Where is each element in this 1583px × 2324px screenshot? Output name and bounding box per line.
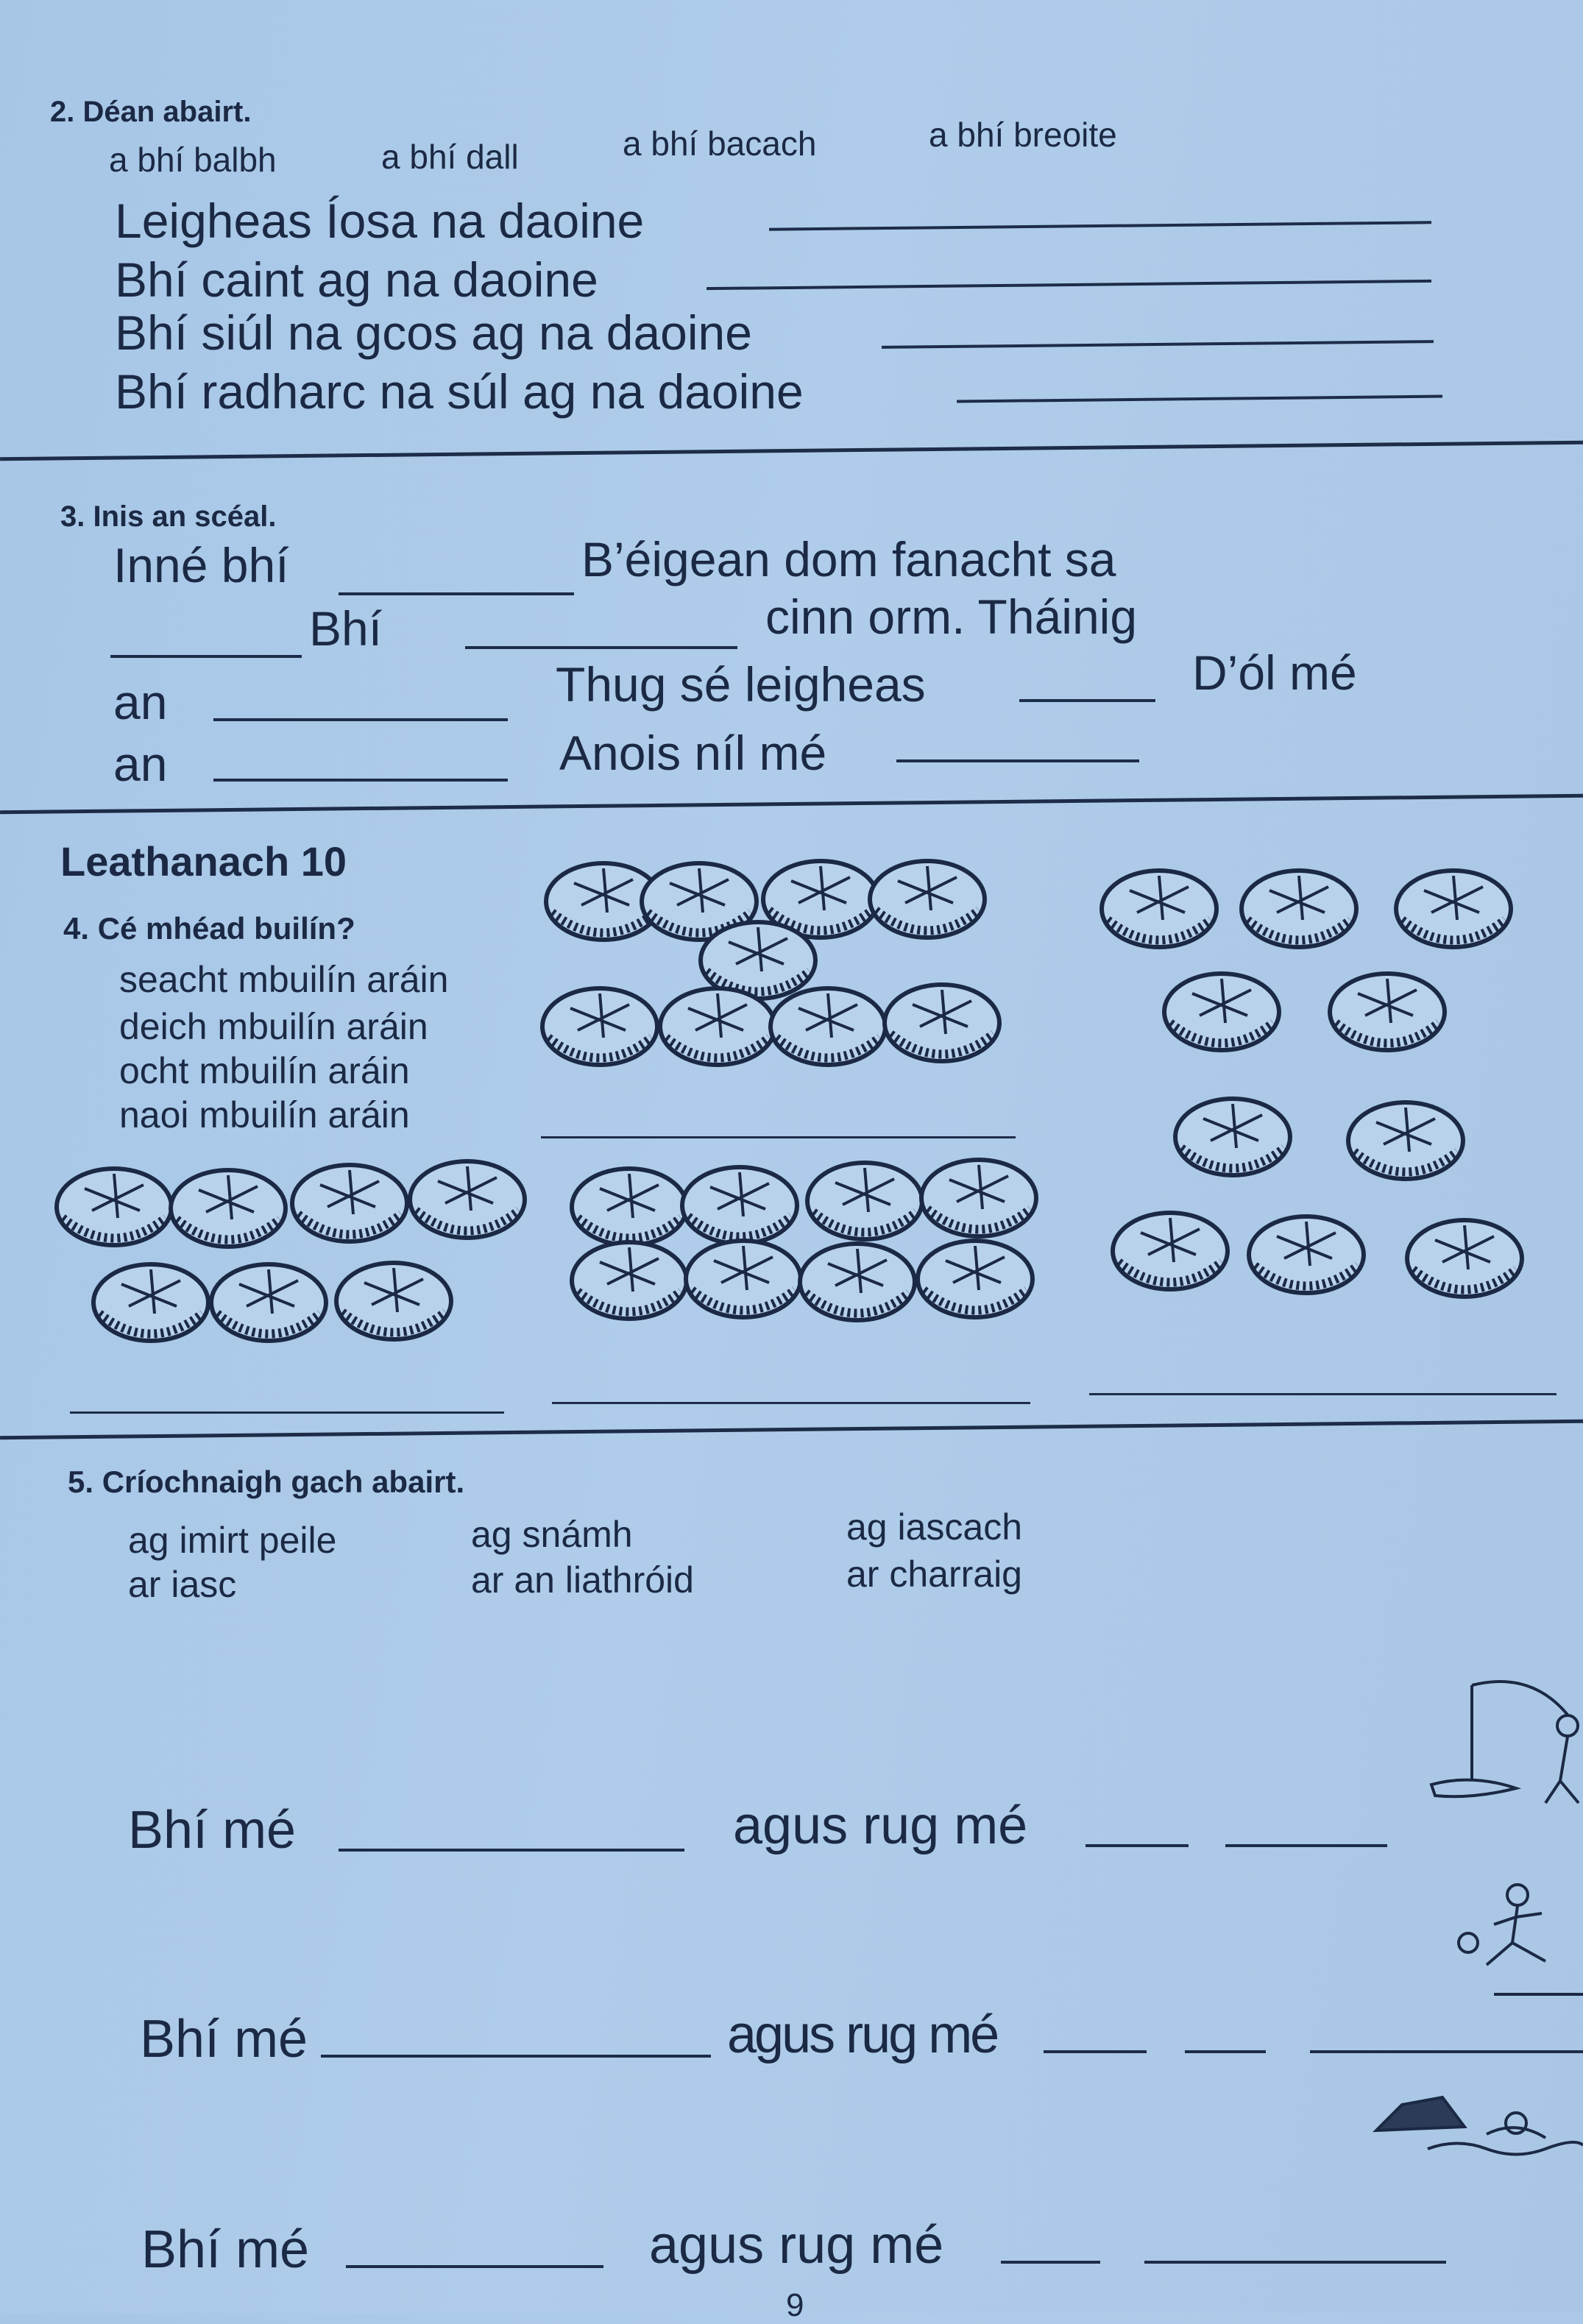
answer-blank[interactable]	[1310, 2050, 1583, 2053]
loaf-icon	[1249, 1216, 1364, 1293]
q2-option: a bhí dall	[381, 138, 519, 176]
q3-text: an	[113, 737, 168, 791]
page-heading: Leathanach 10	[60, 838, 347, 885]
loaf-icon	[572, 1242, 687, 1319]
q2-sentence: Bhí radharc na súl ag na daoine	[115, 364, 804, 419]
answer-blank[interactable]	[1044, 2050, 1147, 2053]
answer-blank[interactable]	[321, 2055, 711, 2058]
q2-title: 2. Déan abairt.	[50, 96, 252, 128]
page-number: 9	[786, 2287, 804, 2323]
q4-option: naoi mbuilín aráin	[119, 1094, 410, 1136]
loaf-icon	[336, 1263, 451, 1339]
loaf-icon	[1113, 1213, 1228, 1289]
answer-blank[interactable]	[346, 2265, 603, 2268]
loaf-icon	[572, 1169, 687, 1245]
loaf-icon	[211, 1264, 326, 1341]
answer-blank[interactable]	[552, 1402, 1030, 1404]
loaf-icon	[1407, 1220, 1522, 1297]
q3-text: Bhí	[309, 601, 383, 656]
q2-sentence: Bhí caint ag na daoine	[115, 252, 598, 307]
loaf-icon	[292, 1165, 407, 1241]
q5-option: ar charraig	[846, 1554, 1022, 1595]
answer-blank[interactable]	[1086, 1844, 1189, 1847]
loaf-icon	[1348, 1102, 1463, 1179]
q5-sentence-start: Bhí mé	[141, 2220, 310, 2279]
answer-blank[interactable]	[1089, 1393, 1557, 1395]
loaf-group-1	[542, 861, 999, 1065]
q2-sentence: Leigheas Íosa na daoine	[115, 194, 645, 248]
q3-text: B’éigean dom fanacht sa	[581, 532, 1116, 587]
loaf-icon	[1102, 871, 1217, 947]
loaf-group-4	[572, 1160, 1036, 1320]
answer-blank[interactable]	[1144, 2261, 1446, 2264]
q4-option: ocht mbuilín aráin	[119, 1050, 410, 1091]
loaf-icon	[918, 1241, 1033, 1317]
answer-blank[interactable]	[1001, 2261, 1100, 2264]
answer-blank[interactable]	[339, 1849, 684, 1852]
answer-blank[interactable]	[1225, 1844, 1387, 1847]
loaf-group-2	[1102, 871, 1522, 1297]
q5-sentence-start: Bhí mé	[128, 1801, 297, 1860]
q3-text: Anois níl mé	[559, 726, 827, 780]
loaf-icon	[1242, 871, 1356, 947]
q5-title: 5. Críochnaigh gach abairt.	[68, 1464, 465, 1499]
q5-sentence-mid: agus rug mé	[649, 2216, 944, 2275]
loaf-icon	[1330, 974, 1445, 1050]
loaf-icon	[682, 1167, 797, 1244]
loaf-icon	[870, 861, 985, 938]
q3-title: 3. Inis an scéal.	[60, 500, 277, 533]
loaf-icon	[800, 1244, 915, 1320]
q5-option: ar iasc	[128, 1564, 237, 1605]
q2-sentence: Bhí siúl na gcos ag na daoine	[115, 305, 752, 360]
q3-text: cinn orm. Tháinig	[765, 589, 1138, 644]
loaf-icon	[410, 1161, 525, 1238]
q4-title: 4. Cé mhéad builín?	[63, 911, 355, 946]
q3-text: Inné bhí	[113, 538, 289, 592]
loaf-icon	[57, 1169, 171, 1245]
q3-text: Thug sé leigheas	[556, 657, 926, 712]
answer-blank[interactable]	[70, 1411, 504, 1414]
loaf-icon	[93, 1264, 208, 1341]
loaf-icon	[171, 1170, 286, 1247]
loaf-icon	[1175, 1099, 1290, 1175]
q5-sentence-start: Bhí mé	[140, 2010, 308, 2069]
loaf-icon	[885, 985, 999, 1061]
q5-sentence-mid: agus rug mé	[733, 1796, 1028, 1855]
loaf-icon	[1396, 871, 1511, 947]
loaf-icon	[921, 1160, 1036, 1236]
loaf-icon	[660, 988, 775, 1065]
q5-option: ar an liathróid	[471, 1559, 694, 1601]
q4-option: seacht mbuilín aráin	[119, 959, 449, 1000]
loaf-icon	[542, 988, 657, 1065]
q3-text: an	[113, 675, 168, 729]
q2-option: a bhí breoite	[929, 116, 1117, 154]
q2-option: a bhí bacach	[623, 124, 817, 163]
q3-text: D’ól mé	[1192, 645, 1357, 700]
q5-option: ag iascach	[846, 1506, 1023, 1548]
q5-option: ag imirt peile	[128, 1520, 337, 1561]
loaf-icon	[1164, 974, 1279, 1050]
answer-blank[interactable]	[1185, 2050, 1266, 2053]
q5-sentence-mid: agus rug mé	[727, 2005, 998, 2064]
loaf-icon	[686, 1241, 801, 1317]
q5-option: ag snámh	[471, 1514, 633, 1555]
answer-blank[interactable]	[541, 1136, 1016, 1138]
q4-option: deich mbuilín aráin	[119, 1006, 428, 1047]
loaf-icon	[807, 1163, 922, 1239]
loaf-icon	[771, 988, 885, 1065]
loaf-group-3	[57, 1161, 525, 1341]
q2-option: a bhí balbh	[109, 141, 277, 179]
